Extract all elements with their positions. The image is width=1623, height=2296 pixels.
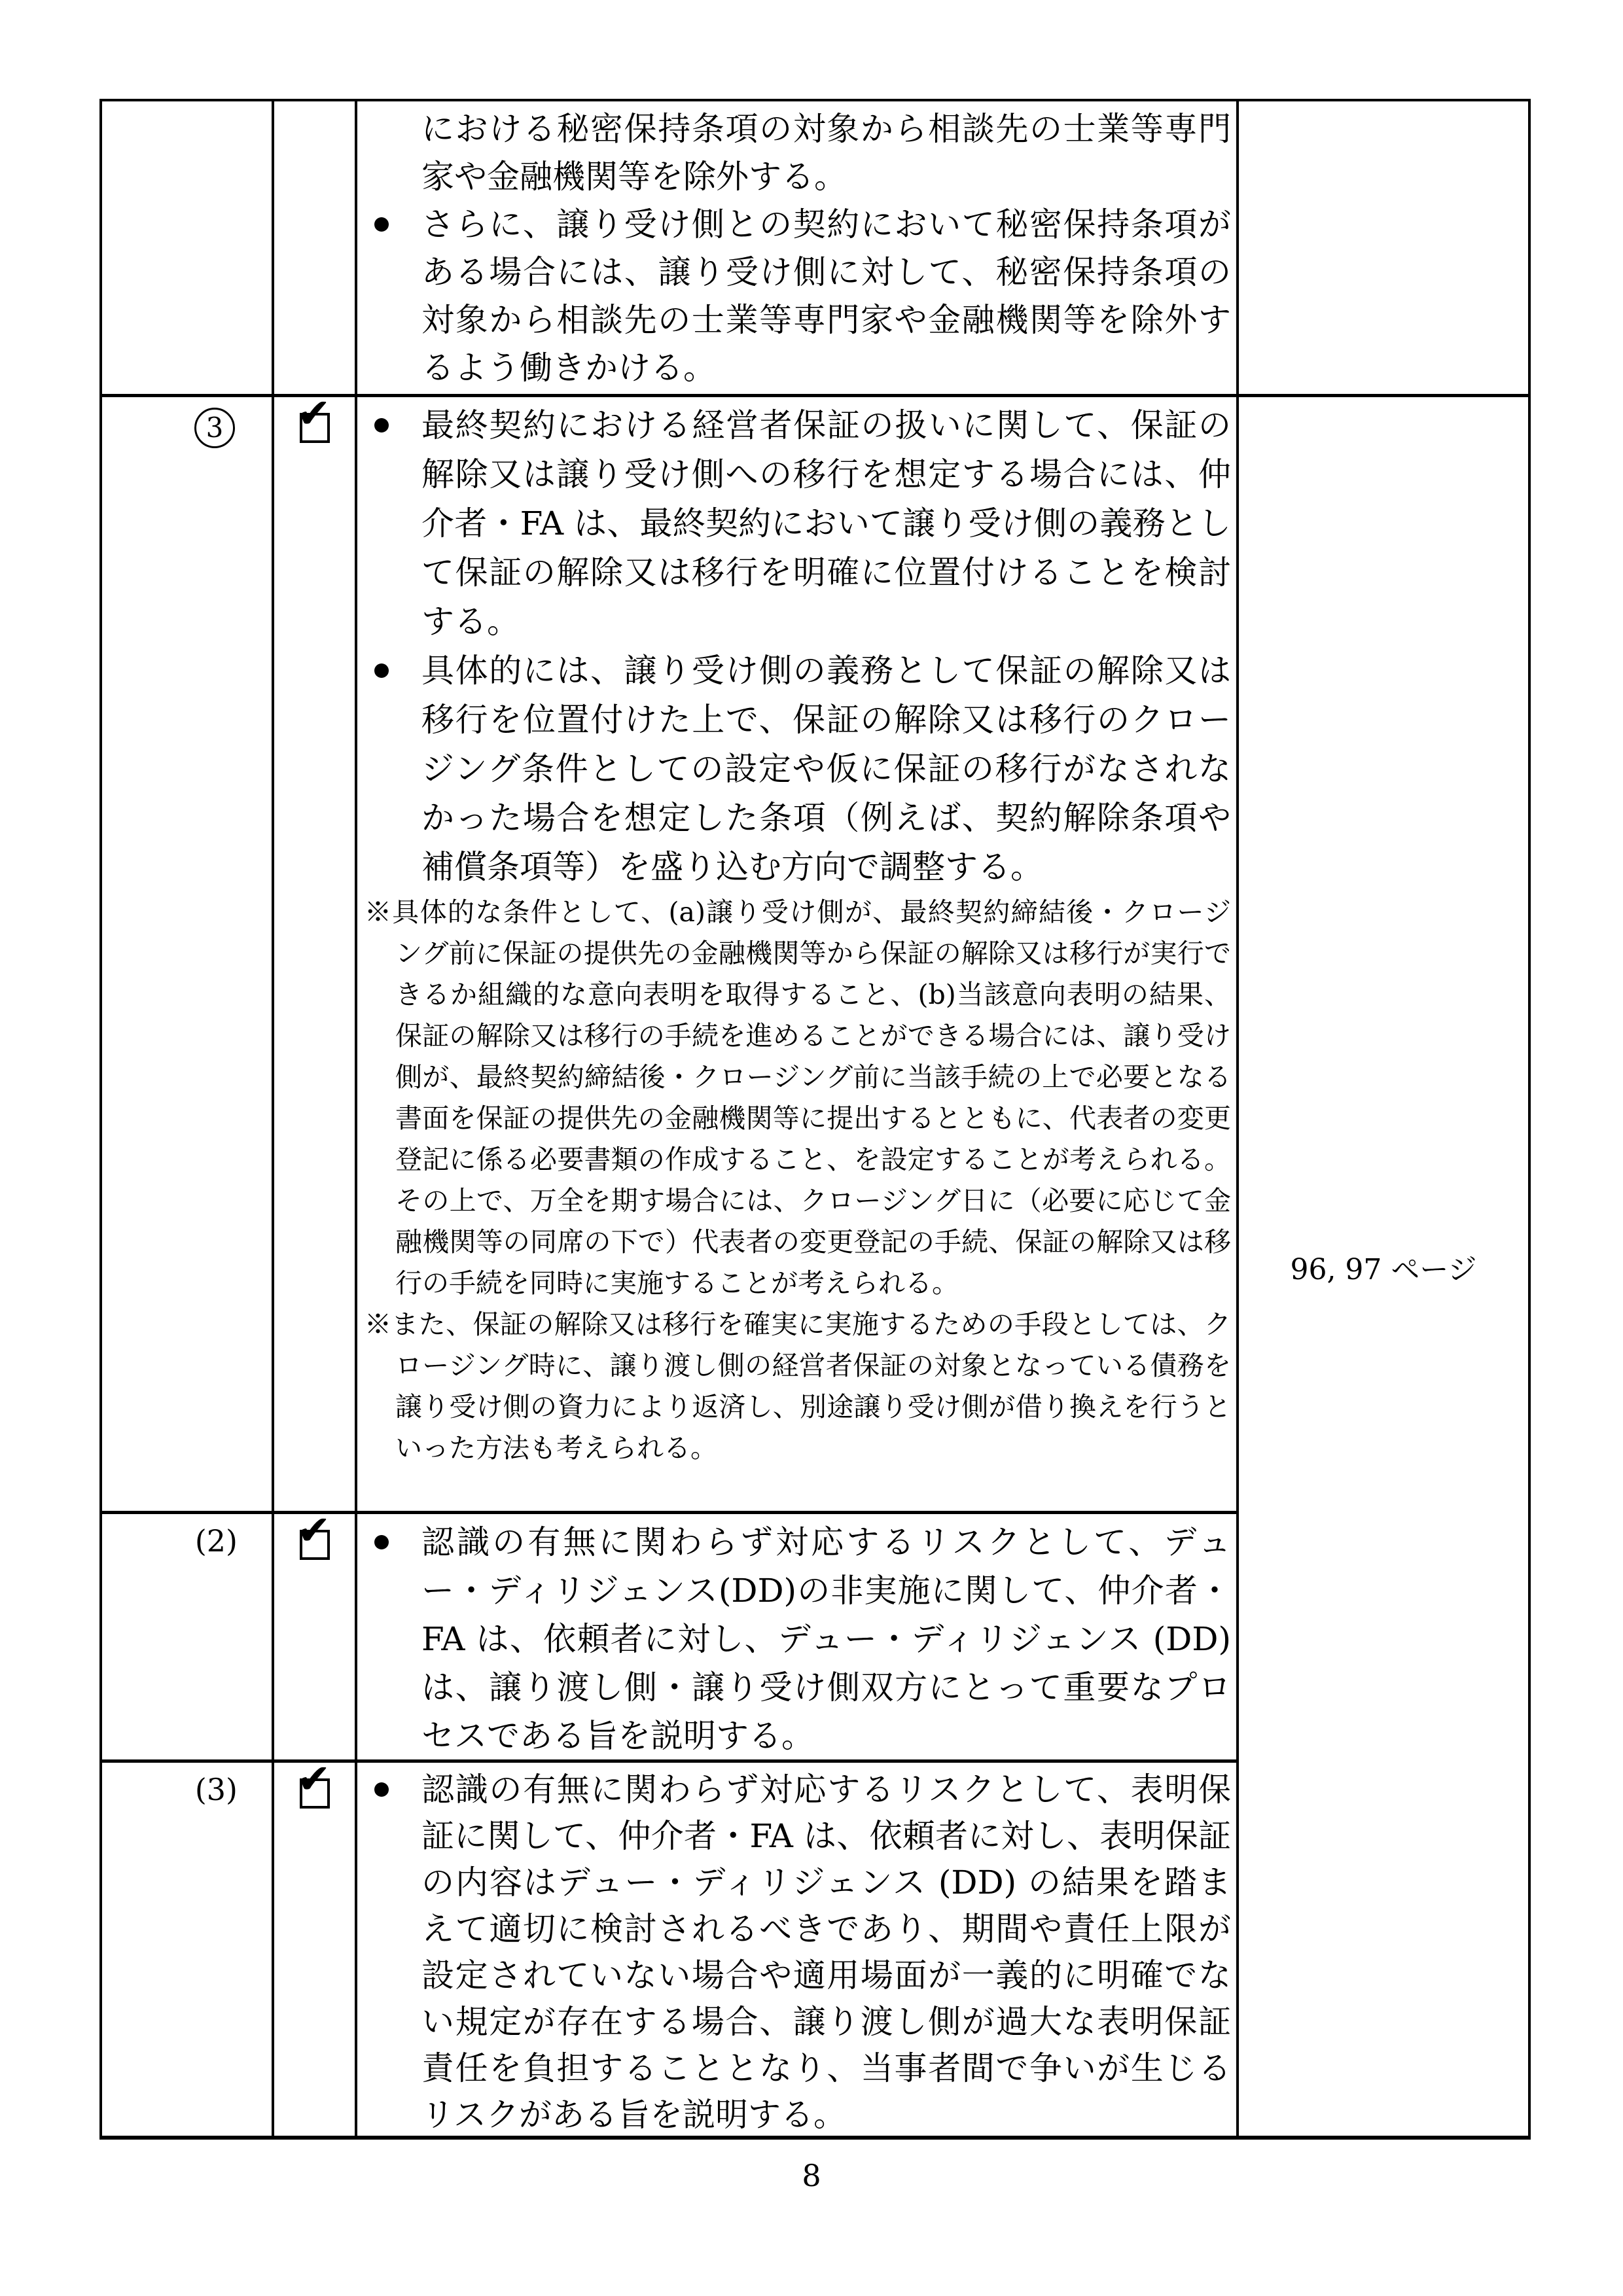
bullet-item bbox=[357, 646, 1236, 892]
bullet-item bbox=[357, 1767, 1236, 2136]
row-number: (3) bbox=[194, 1772, 238, 1807]
row-number-cell bbox=[102, 1514, 274, 1763]
bullet-icon bbox=[374, 663, 389, 678]
row-number-badge bbox=[194, 408, 235, 448]
paragraph-text: 具体的には、譲り受け側の義務として保証の解除又は移行を位置付けた上で、保証の解除又は移行のクロージング条件としての設定や仮に保証の移行がなされなかった場合を想定した条項（例えば、契約解除条項や補償条項等）を盛り込む方向で調整する。 bbox=[421, 652, 1231, 886]
row-number: (2) bbox=[194, 1523, 238, 1559]
note-paragraph bbox=[357, 1304, 1236, 1469]
bullet-icon bbox=[374, 1535, 389, 1549]
paragraph-continuation bbox=[357, 105, 1236, 201]
paragraph-text: における秘密保持条項の対象から相談先の士業等専門家や金融機関等を除外する。 bbox=[421, 110, 1231, 196]
row-number-cell bbox=[102, 1763, 274, 2136]
bullet-item bbox=[357, 1518, 1236, 1760]
bullet-item bbox=[357, 201, 1236, 392]
page-reference: 96, 97 ページ bbox=[1290, 1252, 1477, 1286]
bullet-icon bbox=[374, 418, 389, 433]
checkmark-icon: ✔ bbox=[296, 1514, 331, 1554]
checkbox[interactable] bbox=[296, 1514, 331, 1560]
checkmark-icon: ✔ bbox=[296, 1763, 331, 1803]
row-body bbox=[357, 1514, 1239, 1763]
row-number-badge bbox=[195, 1525, 238, 1558]
paragraph-text: さらに、譲り受け側との契約において秘密保持条項がある場合には、譲り受け側に対して、秘密保持条項の対象から相談先の士業等専門家や金融機関等を除外するよう働きかける。 bbox=[421, 205, 1231, 387]
page-number: 8 bbox=[802, 2158, 821, 2193]
row-number: 3 bbox=[205, 412, 224, 444]
bullet-icon bbox=[374, 217, 389, 232]
checkbox-cell bbox=[274, 1514, 357, 1763]
checklist-table bbox=[99, 99, 1531, 2140]
note-text: ※また、保証の解除又は移行を確実に実施するための手段としては、クロージング時に、譲り渡し側の経営者保証の対象となっている債務を譲り受け側の資力により返済し、別途譲り受け側が借り換えを行うといった方法も考えられる。 bbox=[365, 1309, 1231, 1464]
checkbox-cell bbox=[274, 397, 357, 1514]
row-number-cell bbox=[102, 101, 274, 397]
page-reference-cell bbox=[1239, 397, 1528, 2136]
checkbox[interactable] bbox=[296, 1763, 331, 1809]
paragraph-text: 最終契約における経営者保証の扱いに関して、保証の解除又は譲り受け側への移行を想定する場合には、仲介者・FA は、最終契約において譲り受け側の義務として保証の解除又は移行を明確に位置付けることを検討する。 bbox=[421, 406, 1231, 641]
note-paragraph bbox=[357, 892, 1236, 1304]
bullet-item bbox=[357, 401, 1236, 646]
paragraph-text: 認識の有無に関わらず対応するリスクとして、表明保証に関して、仲介者・FA は、依頼者に対し、表明保証の内容はデュー・ディリジェンス (DD) の結果を踏まえて適切に検討されるべきであり、期間や責任上限が設定されていない場合や適用場面が一義的に明確でない規定が存在する場合、譲り渡し側が過大な表明保証責任を負担することとなり、当事者間で争いが生じるリスクがある旨を説明する。 bbox=[421, 1771, 1231, 2134]
note-text: ※具体的な条件として、(a)譲り受け側が、最終契約締結後・クロージング前に保証の提供先の金融機関等から保証の解除又は移行が実行できるか組織的な意向表明を取得すること、(b)当該意向表明の結果、保証の解除又は移行の手続を進めることができる場合には、譲り受け側が、最終契約締結後・クロージング前に当該手続の上で必要となる書面を保証の提供先の金融機関等に提出するとともに、代表者の変更登記に係る必要書類の作成すること、を設定することが考えられる。その上で、万全を期す場合には、クロージング日に（必要に応じて金融機関等の同席の下で）代表者の変更登記の手続、保証の解除又は移行の手続を同時に実施することが考えられる。 bbox=[365, 896, 1231, 1299]
row-body bbox=[357, 101, 1239, 397]
checkbox[interactable] bbox=[296, 397, 331, 443]
row-body bbox=[357, 397, 1239, 1514]
row-number-badge bbox=[195, 1773, 238, 1807]
bullet-icon bbox=[374, 1782, 389, 1797]
checkmark-icon: ✔ bbox=[296, 397, 331, 437]
page-reference-cell bbox=[1239, 101, 1528, 397]
row-body bbox=[357, 1763, 1239, 2136]
paragraph-text: 認識の有無に関わらず対応するリスクとして、デュー・ディリジェンス(DD)の非実施に関して、仲介者・FA は、依頼者に対し、デュー・ディリジェンス (DD) は、譲り渡し側・譲り受け側双方にとって重要なプロセスである旨を説明する。 bbox=[421, 1523, 1231, 1755]
checkbox-cell bbox=[274, 101, 357, 397]
row-number-cell bbox=[102, 397, 274, 1514]
checkbox-cell bbox=[274, 1763, 357, 2136]
